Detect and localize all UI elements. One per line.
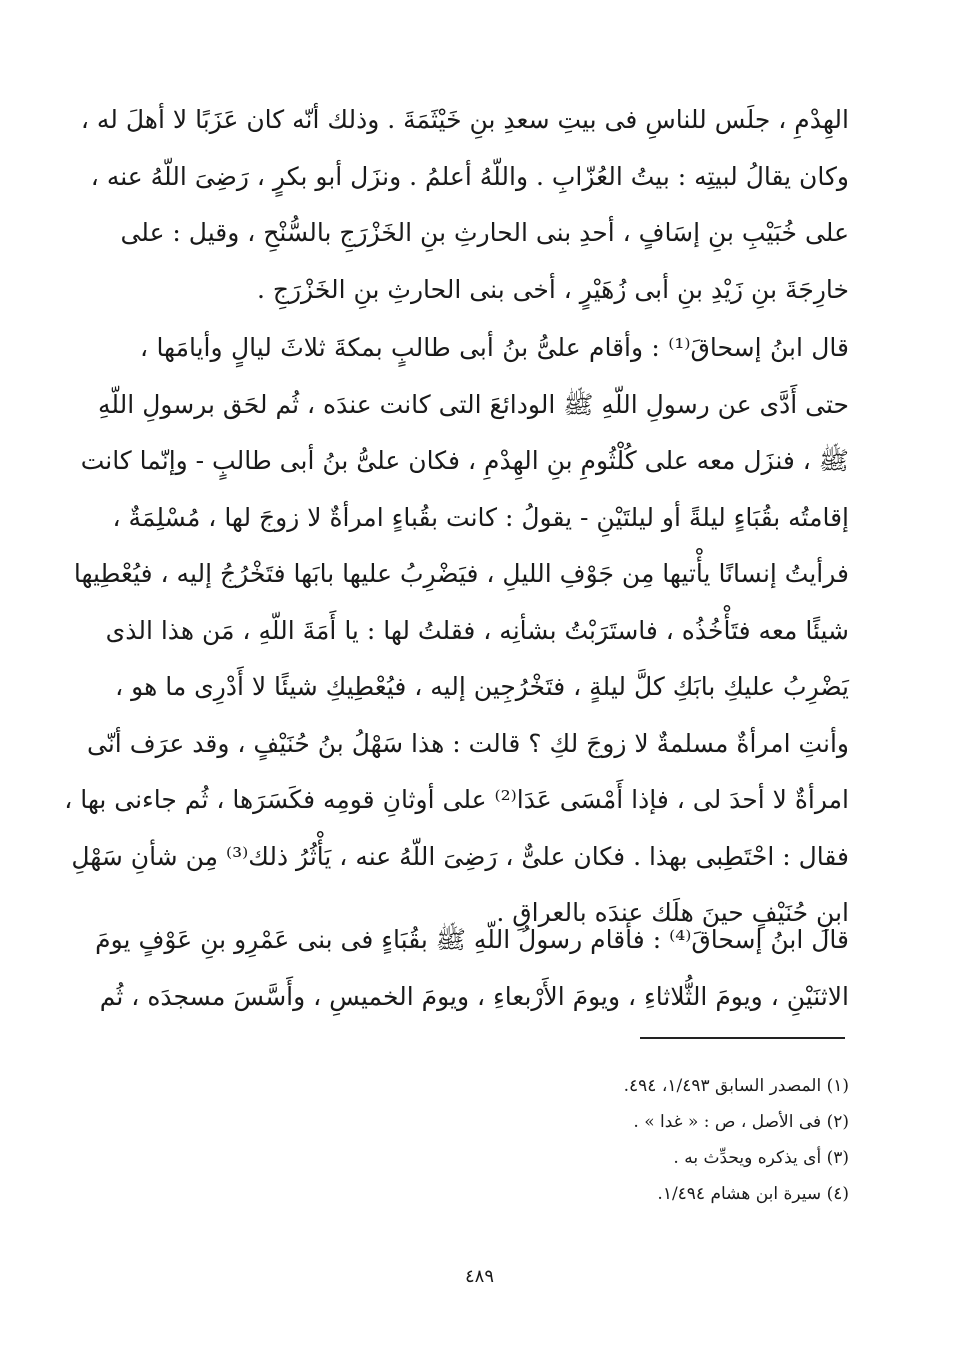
- footnotes: [389, 1068, 849, 1212]
- footnote-2: (٢) فى الأصل ، ص : « غدا » .: [633, 1112, 849, 1132]
- footnote-4: (٤) سيرة ابن هشام ١/٤٩٤.: [657, 1184, 849, 1204]
- text-line: يَضْرِبُ عليكِ بابَكِ كلَّ ليلةٍ ، فتَخْرُجِين إليه ، فيُعْطِيكِ شيئًا لا أَدْرِى ما هو ،: [115, 672, 849, 701]
- text-line: الاثنَيْنِ ، ويومَ الثُّلاثاءِ ، ويومَ الأَرْبعاءِ ، ويومَ الخميسِ ، وأَسَّسَ مسجدَه ، ثُم: [99, 981, 849, 1011]
- text-line: ابنِ حُنَيْفٍ حينَ هلَك عندَه بالعراقِ .: [496, 898, 849, 927]
- text-line: فقال : احْتَطِبى بهذا . فكان علىٌّ ، رَضِىَ اللّهُ عنه ، يَأْثُرُ ذلك⁽³⁾ مِن شأنِ سَهْلِ: [71, 841, 849, 871]
- page-number: ٤٨٩: [464, 1266, 494, 1287]
- text-line: إقامتُه بقُبَاءٍ ليلةً أو ليلتَيْنِ - يقولُ : كانت بقُباءٍ امرأةٌ لا زوجَ لها ، مُسْلِمَةٌ ،: [112, 502, 849, 532]
- text-line: وكان يقالُ لبيتِه : بيتُ العُزّابِ . واللّهُ أعلمُ . ونزَل أبو بكرٍ ، رَضِىَ اللّهُ عنه ،: [90, 161, 849, 191]
- paragraph-1: [80, 92, 849, 318]
- footnote-divider: [640, 1037, 845, 1039]
- text-line: حتى أَدَّى عن رسولِ اللّهِ ﷺ الودائعَ التى كانت عندَه ، ثُم لحَق برسولِ اللّهِ: [98, 389, 849, 419]
- footnote-3: (٣) أى يذكره ويحدِّث به .: [673, 1148, 849, 1168]
- text-line: شيئًا معه فتَأْخُذُه ، فاستَرَبْتُ بشأنِه ، فقلتُ لها : يا أَمَةَ اللّهِ ، مَن هذا الذى: [105, 615, 849, 645]
- text-line: قال ابنُ إسحاقَ⁽¹⁾ : وأقام علىُّ بنُ أبى طالبٍ بمكةَ ثلاثَ ليالٍ وأيامَها ،: [140, 333, 849, 362]
- text-line: امرأةٌ لا أحدَ لى ، فإذا أَمْسَى عَدَا⁽²⁾ على أوثانِ قومِه فكَسَرَها ، ثُم جاءنى بها ،: [64, 785, 849, 814]
- text-line: قال ابنُ إسحاقَ⁽⁴⁾ : فأقام رسولُ اللّهِ ﷺ بقُبَاءٍ فى بنى عَمْرِو بنِ عَوْفٍ يومَ: [95, 925, 849, 954]
- text-line: وأنتِ امرأةٌ مسلمةٌ لا زوجَ لكِ ؟ قالت : هذا سَهْلُ بنُ حُنَيْفٍ ، وقد عرَف أنّى: [87, 728, 849, 758]
- footnote-1: (١) المصدر السابق ١/٤٩٣، ٤٩٤.: [623, 1076, 849, 1096]
- text-line: ﷺ ، فنزَل معه على كُلْثُومِ بنِ الهِدْمِ ، فكان علىُّ بنُ أبى طالبٍ - وإنّما كانت: [80, 446, 849, 475]
- text-line: الهِدْمِ ، جلَس للناسِ فى بيتِ سعدِ بنِ خَيْثَمَةَ . وذلك أنّه كان عَزَبًا لا أهلَ له ،: [80, 105, 849, 134]
- text-line: على خُبَيْبِ بنِ إسَافٍ ، أحدِ بنى الحارثِ بنِ الخَزْرَجِ بالسُّنْحِ ، وقيل : على: [120, 218, 849, 247]
- text-line: خارِجَةَ بنِ زَيْدِ بنِ أبى زُهَيْرٍ ، أخى بنى الحارثِ بنِ الخَزْرَجِ .: [256, 274, 849, 304]
- paragraph-3: [95, 912, 849, 1025]
- paragraph-2: [64, 320, 849, 942]
- text-line: فرأيتُ إنسانًا يأْتيها مِن جَوْفِ الليلِ ، فيَضْرِبُ عليها بابَها فتَخْرُجُ إليه ، فيُعْطِيها: [73, 559, 849, 588]
